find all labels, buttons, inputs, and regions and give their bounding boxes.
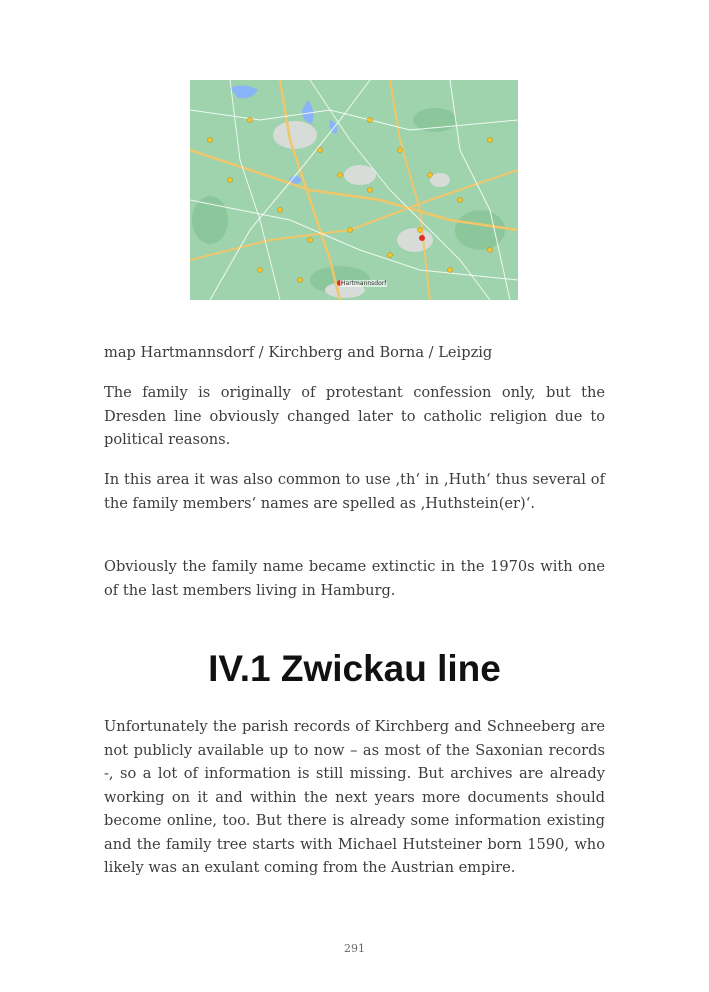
map-town-label: Hartmannsdorf (341, 280, 387, 287)
paragraph-spelling: In this area it was also common to use ‚th‘ in ‚Huth‘ thus several of the family members‘ names are spelled as ‚Huthstein(er)‘. (104, 471, 605, 512)
map-image (190, 80, 518, 300)
section-heading: IV.1 Zwickau line (208, 648, 501, 689)
map-graphic (190, 80, 518, 300)
paragraph-parish-records: Unfortunately the parish records of Kirchberg and Schneeberg are not publicly available up to now – as most of the Saxonian records -, so a lot of information is still missing. But archives are already working on it and within the next years more documents should become online, too. But there is already some information existing and the family tree starts with Michael Hutsteiner born 1590, who likely was an exulant coming from the Austrian empire. (104, 718, 605, 876)
paragraph-confession: The family is originally of protestant confession only, but the Dresden line obviously changed later to catholic religion due to political reasons. (104, 384, 605, 448)
paragraph-extinction: Obviously the family name became extinctic in the 1970s with one of the last members living in Hamburg. (104, 558, 605, 599)
map-caption: map Hartmannsdorf / Kirchberg and Borna / Leipzig (104, 344, 493, 361)
page-number: 291 (344, 942, 365, 955)
